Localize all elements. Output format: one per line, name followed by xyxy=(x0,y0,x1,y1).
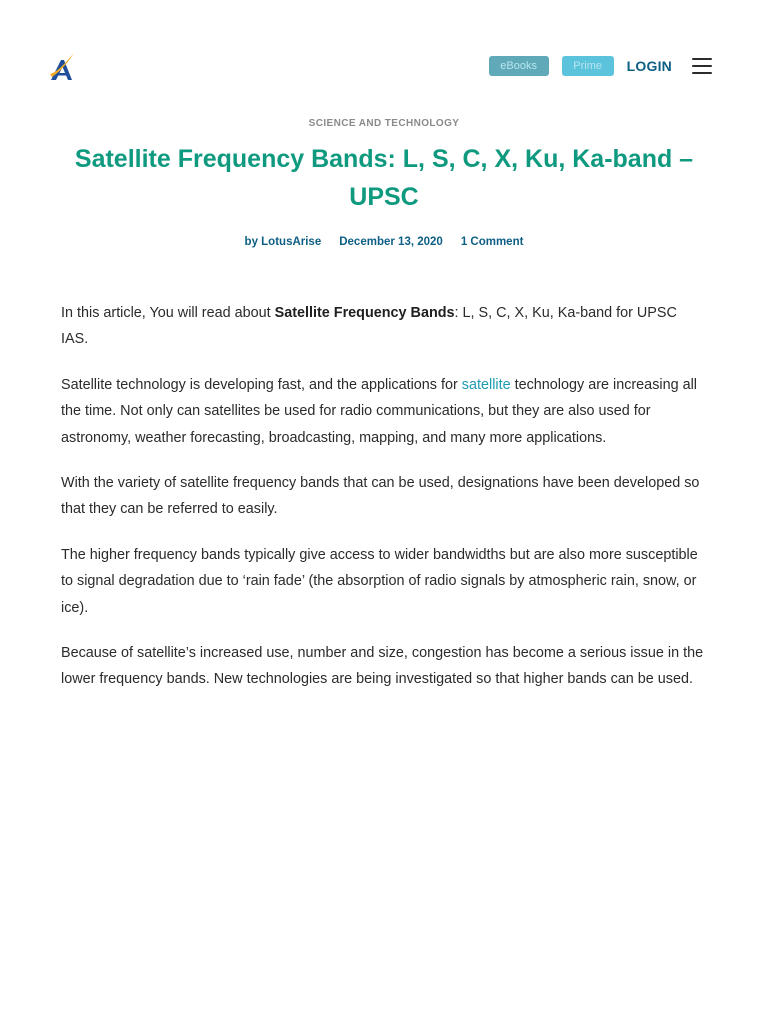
article-title: Satellite Frequency Bands: L, S, C, X, Ku, Ka-band – UPSC xyxy=(74,145,694,211)
site-logo-link[interactable] xyxy=(48,50,78,82)
paragraph-technology xyxy=(61,372,707,451)
header-actions xyxy=(489,56,712,76)
hamburger-menu-icon[interactable] xyxy=(692,58,712,74)
p1-text-before: In this article, You will read about xyxy=(61,305,275,321)
ebooks-button[interactable]: eBooks xyxy=(489,56,549,76)
article-author[interactable]: by LotusArise xyxy=(244,236,322,248)
article-category[interactable]: SCIENCE AND TECHNOLOGY xyxy=(308,118,460,129)
paragraph-designations: With the variety of satellite frequency bands that can be used, designations have been developed so that they can be referred to easily. xyxy=(61,475,700,518)
site-header xyxy=(48,40,712,92)
article-comments[interactable]: 1 Comment xyxy=(460,236,524,248)
paragraph-intro xyxy=(61,300,707,353)
p2-text-before: Satellite technology is developing fast, and the applications for xyxy=(61,376,462,393)
satellite-link[interactable]: satellite xyxy=(461,376,511,393)
login-link[interactable]: LOGIN xyxy=(626,58,672,74)
article-body xyxy=(61,300,707,712)
p2-text-after: technology are increasing all the time. Not only can satellites be used for radio communications, but they are also used for astronomy, weather forecasting, broadcasting, mapping, and many more applications. xyxy=(61,376,697,446)
menu-line xyxy=(692,72,712,74)
article-date[interactable]: December 13, 2020 xyxy=(339,236,443,248)
paragraph-congestion: Because of satellite’s increased use, number and size, congestion has become a serious issue in the lower frequency bands. New technologies are being investigated so that higher bands can be used. xyxy=(61,645,704,688)
lotusarise-logo-icon xyxy=(48,50,78,82)
menu-line xyxy=(692,58,712,60)
paragraph-rain-fade: The higher frequency bands typically give access to wider bandwidths but are also more susceptible to signal degradation due to ‘rain fade’ (the absorption of radio signals by atmospheric rain, snow, or ice). xyxy=(61,546,698,616)
p1-bold-text: Satellite Frequency Bands xyxy=(274,305,455,321)
menu-line xyxy=(692,65,712,67)
article-meta xyxy=(0,236,768,248)
p1-text-after: : L, S, C, X, Ku, Ka-band for UPSC IAS. xyxy=(61,305,677,348)
prime-button[interactable]: Prime xyxy=(562,56,614,76)
